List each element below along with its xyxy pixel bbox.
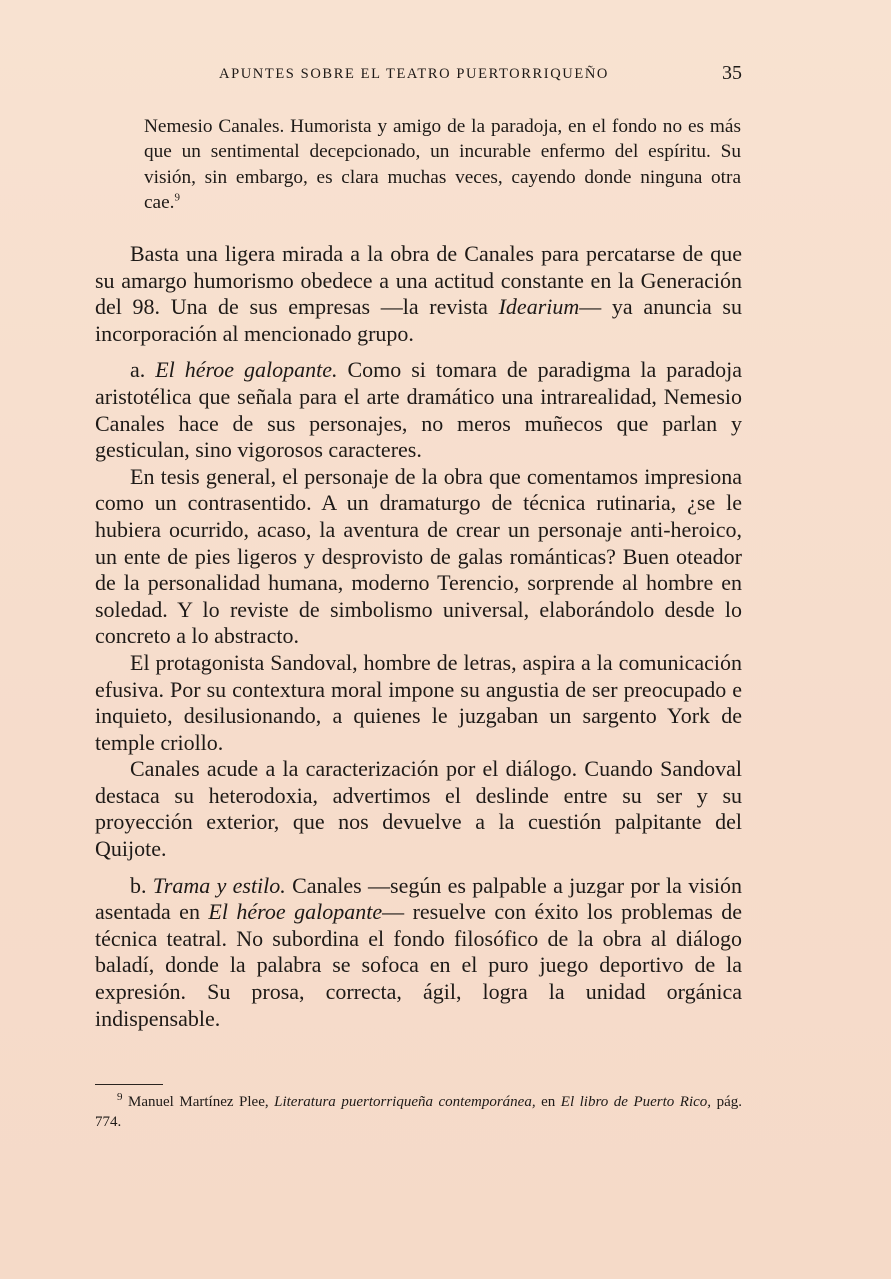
paragraph bbox=[95, 873, 742, 1033]
paragraph: En tesis general, el personaje de la obra que comentamos impresiona como un contrasentido. A un dramaturgo de técnica rutinaria, ¿se le hubiera ocurrido, acaso, la aventura de crear un personaje anti-heroico, un ente de pies ligeros y desprovisto de galas románticas? Buen oteador de la personalidad humana, moderno Terencio, sorprende al hombre en soledad. Y lo reviste de simbolismo universal, elaborándolo desde lo concreto a lo abstracto. bbox=[95, 463, 742, 649]
paragraph-text: — ya anuncia su incorporación al mencionado grupo. bbox=[95, 294, 742, 346]
footnote-source: El libro de Puerto Rico, bbox=[560, 1094, 712, 1110]
footnote-author: Manuel Martínez Plee, bbox=[122, 1094, 275, 1110]
page-number: 35 bbox=[722, 62, 742, 84]
footnote-title: Literatura puertorriqueña contemporánea, bbox=[274, 1094, 536, 1110]
page-header bbox=[95, 62, 742, 90]
paragraph bbox=[95, 241, 742, 347]
section-label: b. bbox=[130, 872, 153, 898]
footnote-page: pág. 774. bbox=[95, 1094, 742, 1130]
paragraph-text: Canales —según es palpable a juzgar por la visión asentada en bbox=[95, 872, 742, 925]
paragraph-text: Como si tomara de paradigma la paradoja aristotélica que señala para el arte dramático una intrarealidad, Nemesio Canales hace de sus personajes, no meros muñecos que parlan y gesticulan, sino vigorosos caracteres. bbox=[95, 357, 742, 463]
paragraph bbox=[95, 357, 742, 463]
paragraph-text: Basta una ligera mirada a la obra de Canales para percatarse de que su amargo humorismo obedece a una actitud constante en la Generación del 98. Una de sus empresas —la revista bbox=[95, 241, 742, 320]
footnote bbox=[95, 1092, 742, 1132]
body-text bbox=[95, 241, 742, 1032]
footnote-text: en bbox=[535, 1094, 561, 1110]
work-title: El héroe galopante bbox=[208, 899, 383, 925]
section-title: El héroe galopante. bbox=[155, 357, 338, 383]
footnote-divider bbox=[95, 1084, 163, 1085]
paragraph: Canales acude a la caracterización por el diálogo. Cuando Sandoval destaca su heterodoxia, advertimos el deslinde entre su ser y su proyección exterior, que nos devuelve a la cuestión palpitante del Quijote. bbox=[95, 756, 742, 862]
footnote-number: 9 bbox=[117, 1091, 123, 1103]
quote-text: Nemesio Canales. Humorista y amigo de la paradoja, en el fondo no es más que un sentimental decepcionado, un incurable enfermo del espíritu. Su visión, sin embargo, es clara muchas veces, cayendo donde ninguna otra cae. bbox=[144, 116, 741, 213]
running-head: APUNTES SOBRE EL TEATRO PUERTORRIQUEÑO bbox=[219, 66, 609, 82]
paragraph: El protagonista Sandoval, hombre de letras, aspira a la comunicación efusiva. Por su contextura moral impone su angustia de ser preocupado e inquieto, desilusionando, a quienes le juzgaban un sargento York de temple criollo. bbox=[95, 649, 742, 755]
paragraph-text: — resuelve con éxito los problemas de técnica teatral. No subordina el fondo filosófico de la obra al diálogo baladí, donde la palabra se sofoca en el puro juego deportivo de la expresión. Su prosa, correcta, ágil, logra la unidad orgánica indispensable. bbox=[95, 899, 742, 1031]
block-quote bbox=[144, 114, 741, 215]
footnote-reference: 9 bbox=[174, 191, 180, 204]
section-title: Trama y estilo. bbox=[152, 872, 286, 898]
journal-title: Idearium bbox=[498, 294, 580, 320]
section-label: a. bbox=[130, 357, 156, 383]
